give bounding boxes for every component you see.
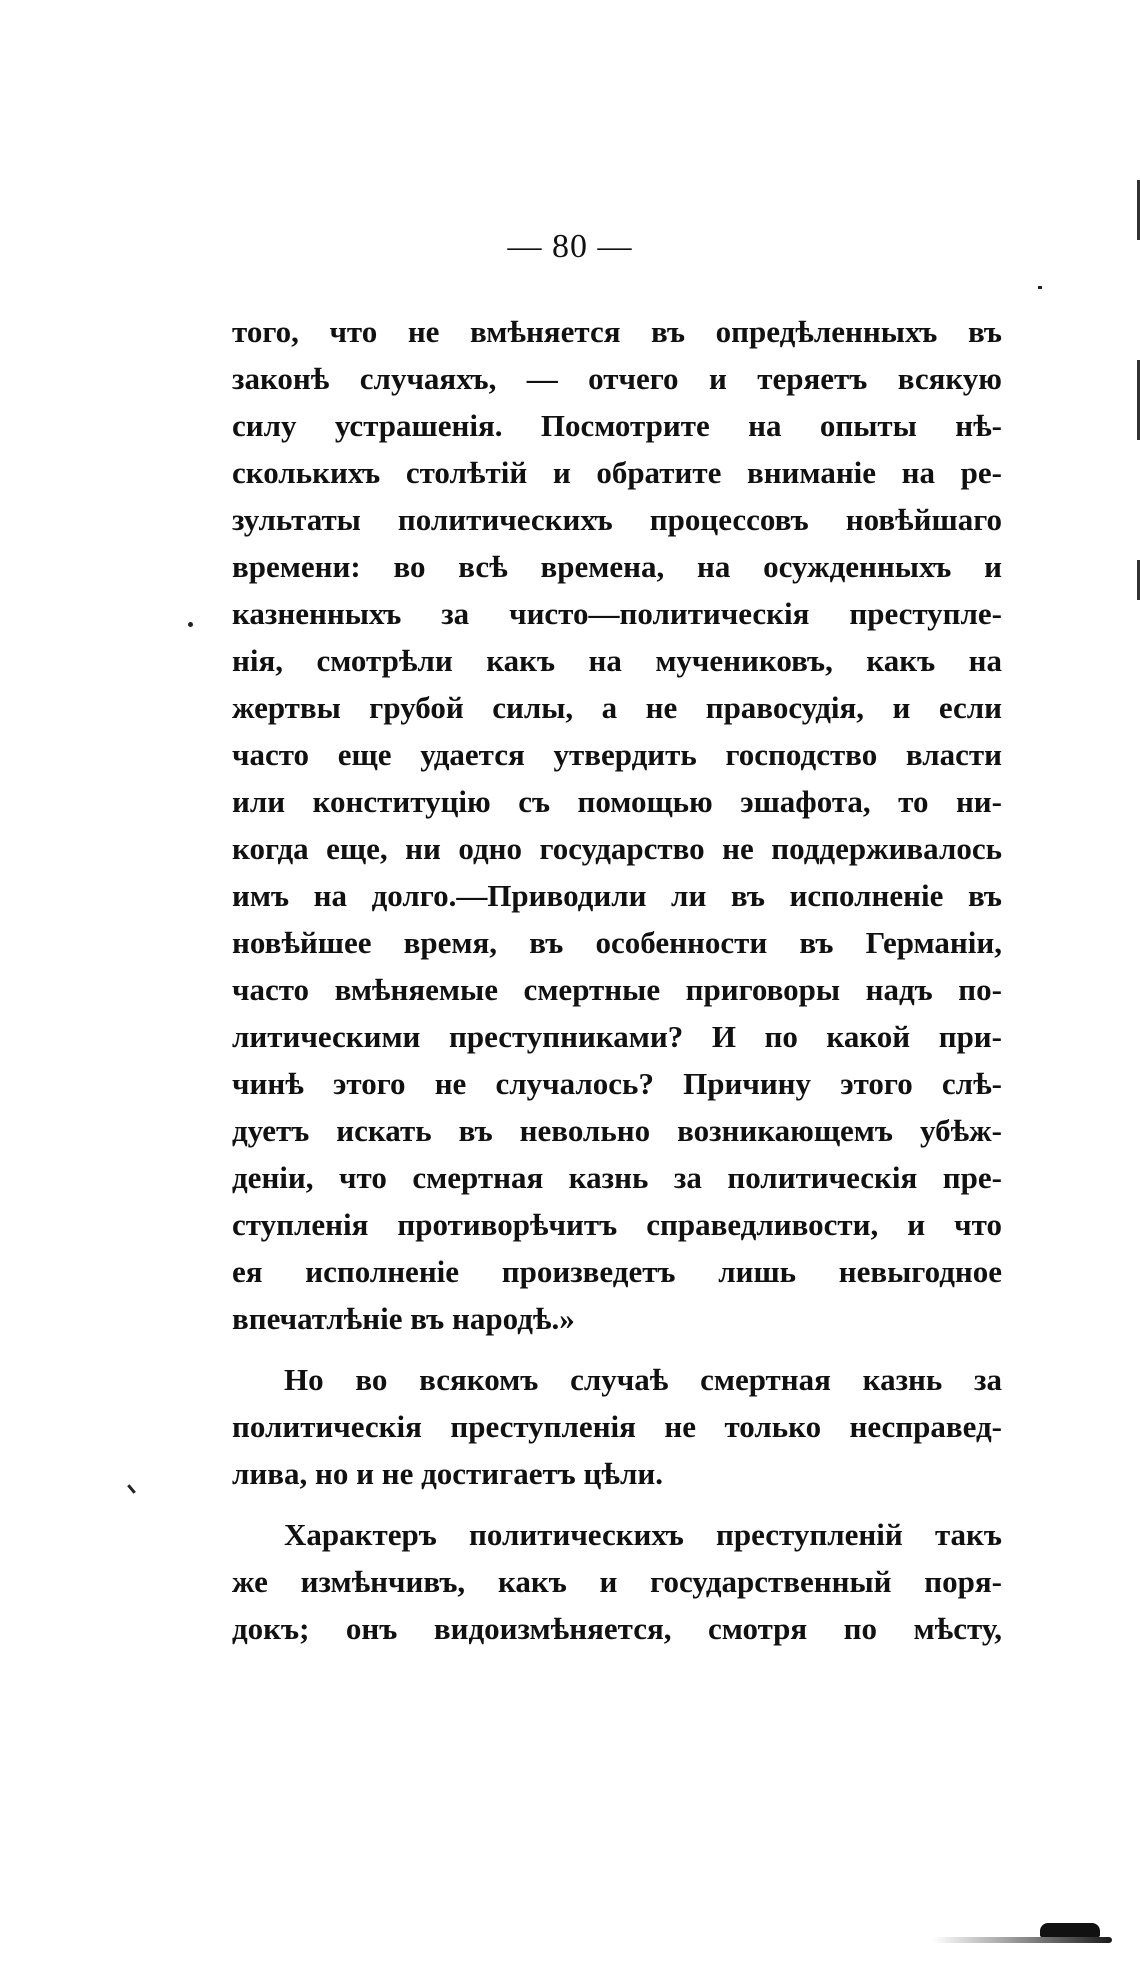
text-line: ея исполненіе произведетъ лишь невыгодное bbox=[232, 1254, 1002, 1289]
text-line: казненныхъ за чисто—политическія преступле- bbox=[232, 596, 1002, 631]
paragraph-2 bbox=[232, 1356, 1002, 1497]
body-text bbox=[232, 308, 1002, 1652]
text-line: ступленія противорѣчитъ справедливости, и что bbox=[232, 1207, 1002, 1242]
scan-speck bbox=[188, 622, 193, 627]
paragraph-gap bbox=[232, 1342, 1002, 1356]
paragraph-1 bbox=[232, 308, 1002, 1342]
text-line: же измѣнчивъ, какъ и государственный поря- bbox=[232, 1564, 1002, 1599]
text-line: новѣйшее время, въ особенности въ Германіи, bbox=[232, 925, 1002, 960]
text-line: Но во всякомъ случаѣ смертная казнь за bbox=[284, 1362, 1002, 1397]
text-line: когда еще, ни одно государство не поддерживалось bbox=[232, 831, 1002, 866]
text-line: докъ; онъ видоизмѣняется, смотря по мѣсту, bbox=[232, 1611, 1002, 1646]
text-line: Характеръ политическихъ преступленій такъ bbox=[284, 1517, 1002, 1552]
text-line: чинѣ этого не случалось? Причину этого слѣ- bbox=[232, 1066, 1002, 1101]
text-line: впечатлѣніе въ народѣ.» bbox=[232, 1301, 575, 1336]
text-line: зультаты политическихъ процессовъ новѣйшаго bbox=[232, 502, 1002, 537]
scan-smudge bbox=[932, 1937, 1112, 1943]
text-line: часто вмѣняемые смертные приговоры надъ по- bbox=[232, 972, 1002, 1007]
text-line: законѣ случаяхъ, — отчего и теряетъ всякую bbox=[232, 361, 1002, 396]
text-line: дуетъ искать въ невольно возникающемъ убѣж- bbox=[232, 1113, 1002, 1148]
text-line: имъ на долго.—Приводили ли въ исполненіе въ bbox=[232, 878, 1002, 913]
scan-speck bbox=[1038, 286, 1042, 289]
text-line: сколькихъ столѣтій и обратите вниманіе на ре- bbox=[232, 455, 1002, 490]
text-line: времени: во всѣ времена, на осужденныхъ и bbox=[232, 549, 1002, 584]
text-line: часто еще удается утвердить господство власти bbox=[232, 737, 1002, 772]
paragraph-3 bbox=[232, 1511, 1002, 1652]
text-line: жертвы грубой силы, а не правосудія, и если bbox=[232, 690, 1002, 725]
text-line: лива, но и не достигаетъ цѣли. bbox=[232, 1456, 663, 1491]
scan-smudge bbox=[1040, 1923, 1100, 1937]
text-line: деніи, что смертная казнь за политическія пре- bbox=[232, 1160, 1002, 1195]
text-line: литическими преступниками? И по какой при- bbox=[232, 1019, 1002, 1054]
text-line: силу устрашенія. Посмотрите на опыты нѣ- bbox=[232, 408, 1002, 443]
page-number: — 80 — bbox=[507, 228, 633, 265]
text-line: политическія преступленія не только несправед- bbox=[232, 1409, 1002, 1444]
paragraph-gap bbox=[232, 1497, 1002, 1511]
text-line: нія, смотрѣли какъ на мучениковъ, какъ на bbox=[232, 643, 1002, 678]
text-line: того, что не вмѣняется въ опредѣленныхъ въ bbox=[232, 314, 1002, 349]
scan-speck bbox=[127, 1484, 136, 1494]
text-line: или конституцію съ помощью эшафота, то ни- bbox=[232, 784, 1002, 819]
